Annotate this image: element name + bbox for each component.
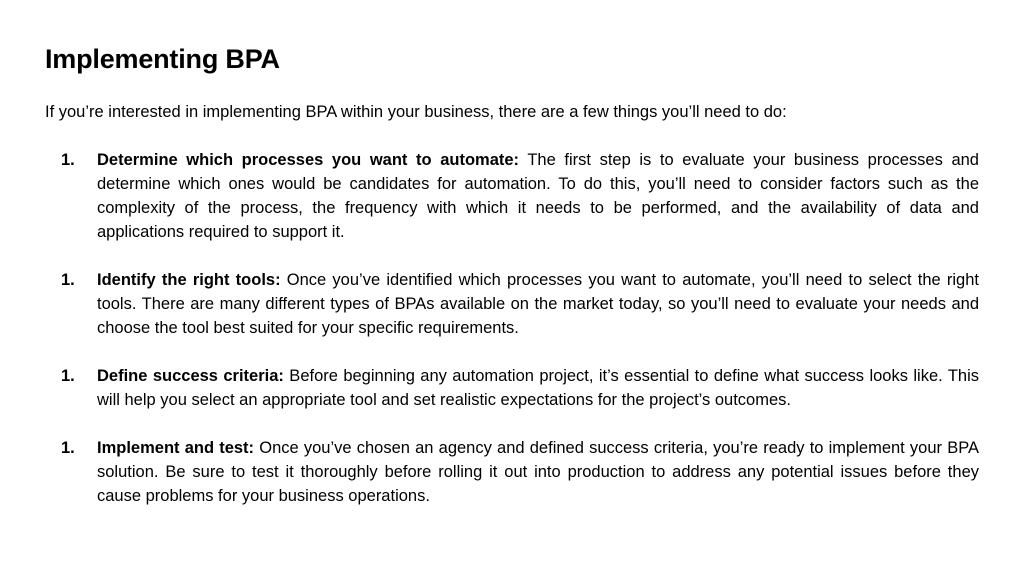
list-item-define-success — [45, 364, 979, 412]
step-body: Once you’ve identified which processes you want to automate, you’ll need to select the right tools. There are many different types of BPAs available on the market today, so you’ll need to evaluate your needs and choose the tool best suited for your specific requirements. — [97, 271, 979, 337]
steps-list — [45, 148, 979, 532]
list-item-determine-processes — [45, 148, 979, 244]
step-heading: Identify the right tools: — [97, 271, 281, 289]
step-body: The first step is to evaluate your business processes and determine which ones would be candidates for automation. To do this, you’ll need to consider factors such as the complexity of the process, the frequency with which it needs to be performed, and the availability of data and applications required to support it. — [97, 151, 979, 241]
page-title: Implementing BPA — [45, 44, 280, 74]
step-number: 1. — [61, 271, 75, 289]
intro-paragraph: If you’re interested in implementing BPA within your business, there are a few things you’ll need to do: — [45, 103, 787, 121]
list-item-identify-tools — [45, 268, 979, 340]
step-body: Before beginning any automation project, it’s essential to define what success looks like. This will help you select an appropriate tool and set realistic expectations for the project’s outcomes. — [97, 367, 979, 409]
step-body: Once you’ve chosen an agency and defined success criteria, you’re ready to implement your BPA solution. Be sure to test it thoroughly before rolling it out into production to address any potential issues before they cause problems for your business operations. — [97, 439, 980, 505]
step-heading: Determine which processes you want to automate: — [97, 151, 520, 169]
step-heading: Define success criteria: — [97, 367, 284, 385]
step-number: 1. — [61, 151, 75, 169]
step-heading: Implement and test: — [97, 439, 255, 457]
step-number: 1. — [61, 439, 75, 457]
step-number: 1. — [61, 367, 75, 385]
list-item-implement-test — [45, 436, 979, 508]
